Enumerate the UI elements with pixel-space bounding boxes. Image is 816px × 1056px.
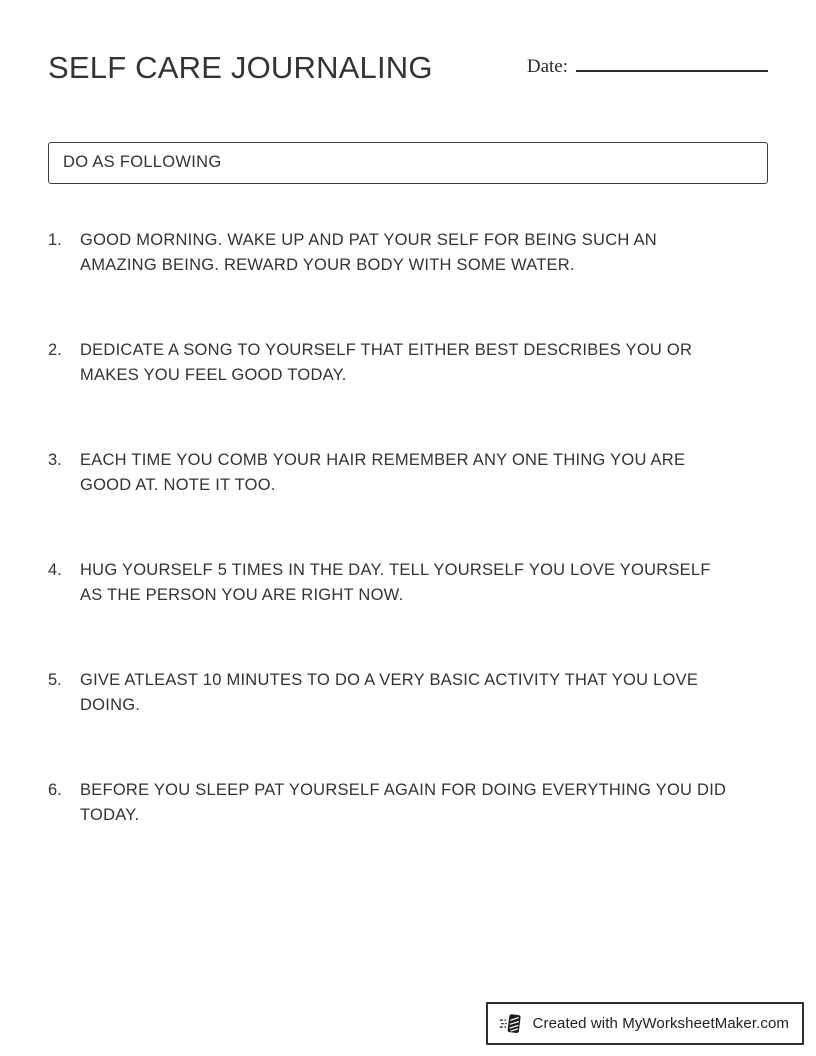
task-number: 5. xyxy=(48,671,62,689)
task-line: TODAY. xyxy=(80,806,140,824)
task-number: 1. xyxy=(48,231,62,249)
task-item-5 xyxy=(48,668,768,718)
instructions-box xyxy=(48,142,768,184)
task-text xyxy=(80,228,657,278)
header xyxy=(48,48,768,87)
task-number: 6. xyxy=(48,781,62,799)
task-line: GOOD AT. NOTE IT TOO. xyxy=(80,476,276,494)
date-blank-line xyxy=(576,52,768,72)
task-line: GOOD MORNING. WAKE UP AND PAT YOUR SELF FOR BEING SUCH AN xyxy=(80,231,657,249)
task-text xyxy=(80,338,692,388)
task-line: AS THE PERSON YOU ARE RIGHT NOW. xyxy=(80,586,404,604)
task-line: DEDICATE A SONG TO YOURSELF THAT EITHER BEST DESCRIBES YOU OR xyxy=(80,341,693,359)
task-item-4 xyxy=(48,558,768,608)
task-text xyxy=(80,448,685,498)
task-line: BEFORE YOU SLEEP PAT YOURSELF AGAIN FOR DOING EVERYTHING YOU DID xyxy=(80,781,727,799)
date-field xyxy=(527,52,768,78)
page-title: SELF CARE JOURNALING xyxy=(48,50,433,85)
instructions-label: DO AS FOLLOWING xyxy=(63,153,222,171)
task-item-6 xyxy=(48,778,768,828)
task-text xyxy=(80,558,711,608)
worksheet-logo-icon xyxy=(499,1011,524,1037)
task-line: MAKES YOU FEEL GOOD TODAY. xyxy=(80,366,347,384)
date-label: Date: xyxy=(526,56,568,77)
credit-text: Created with MyWorksheetMaker.com xyxy=(532,1015,789,1032)
task-text xyxy=(80,668,698,718)
task-line: AMAZING BEING. REWARD YOUR BODY WITH SOME WATER. xyxy=(80,256,575,274)
task-number: 3. xyxy=(48,451,62,469)
task-line: HUG YOURSELF 5 TIMES IN THE DAY. TELL YOURSELF YOU LOVE YOURSELF xyxy=(80,561,711,579)
task-item-3 xyxy=(48,448,768,498)
task-line: DOING. xyxy=(80,696,141,714)
task-item-1 xyxy=(48,228,768,278)
task-line: EACH TIME YOU COMB YOUR HAIR REMEMBER ANY ONE THING YOU ARE xyxy=(80,451,686,469)
task-number: 2. xyxy=(48,341,62,359)
credit-badge[interactable] xyxy=(486,1002,804,1045)
task-text xyxy=(80,778,726,828)
task-item-2 xyxy=(48,338,768,388)
task-list xyxy=(48,228,768,828)
task-line: GIVE ATLEAST 10 MINUTES TO DO A VERY BASIC ACTIVITY THAT YOU LOVE xyxy=(80,671,699,689)
task-number: 4. xyxy=(48,561,62,579)
